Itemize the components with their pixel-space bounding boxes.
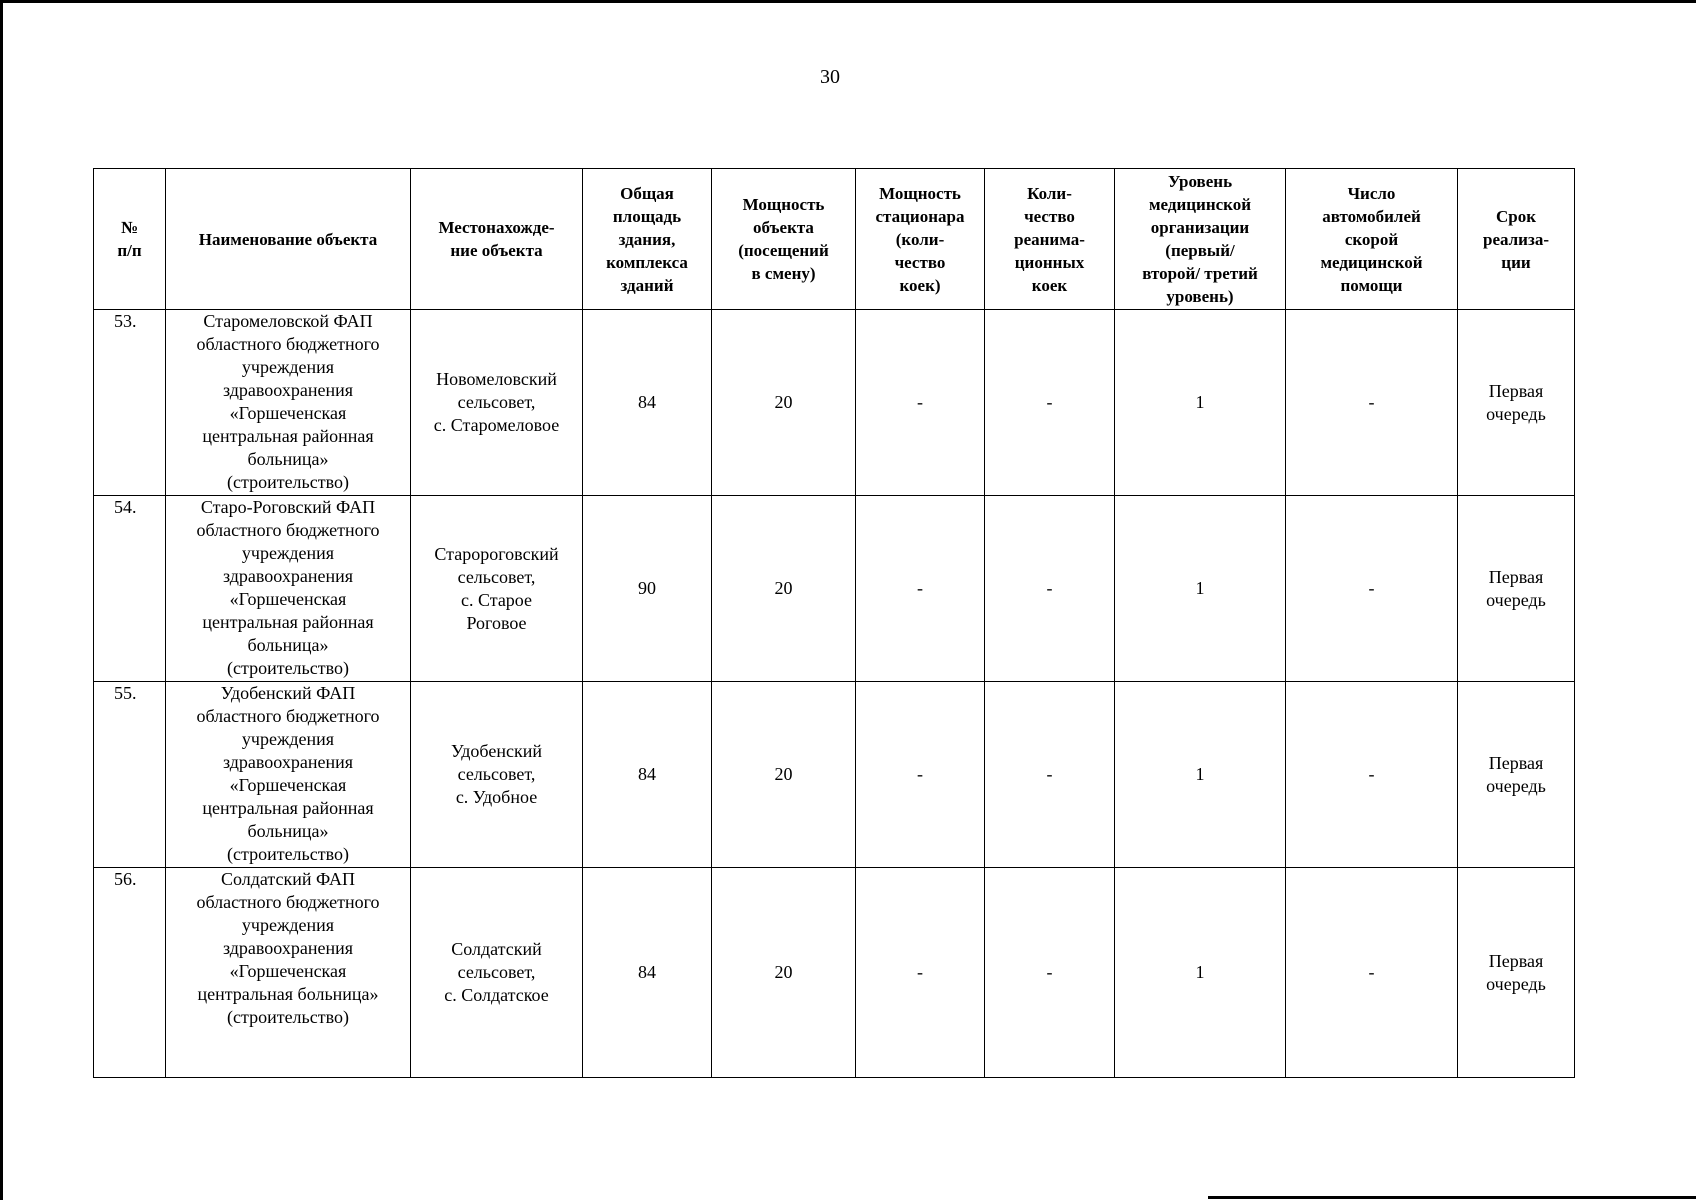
- cell-name-line: «Горшеченская: [229, 961, 347, 981]
- cell-name-line: «Горшеченская: [229, 775, 347, 795]
- cell-name-line: (строительство): [227, 844, 349, 864]
- cell-capacity: 20: [712, 868, 856, 1078]
- cell-term-line: Первая: [1488, 380, 1544, 401]
- header-line: ние объекта: [450, 241, 543, 260]
- cell-ambulances: -: [1286, 682, 1458, 868]
- header-line: скорой: [1344, 229, 1399, 249]
- cell-term-line: очередь: [1486, 775, 1546, 796]
- cell-name-line: учреждения: [241, 357, 335, 377]
- table-row: [94, 868, 1575, 1078]
- cell-location-line: с. Удобное: [455, 787, 538, 807]
- table-row: [94, 496, 1575, 682]
- cell-name-line: учреждения: [241, 543, 335, 563]
- col-header-ambulances: [1286, 169, 1458, 310]
- header-line: ции: [1501, 252, 1531, 272]
- header-line: помощи: [1340, 275, 1403, 295]
- cell-number: 56.: [94, 868, 166, 1078]
- cell-beds: -: [856, 310, 985, 496]
- cell-name-line: Старо-Роговский ФАП: [200, 497, 376, 517]
- cell-name-line: центральная больница»: [197, 984, 379, 1004]
- cell-level: 1: [1115, 868, 1286, 1078]
- header-line: зданий: [620, 275, 674, 295]
- cell-location-line: сельсовет,: [457, 764, 536, 784]
- header-line: Общая: [620, 183, 674, 203]
- cell-name-line: областного бюджетного: [196, 520, 380, 540]
- cell-name-line: Старомеловской ФАП: [203, 311, 373, 331]
- header-line: второй/ третий: [1142, 264, 1258, 283]
- header-line: (первый/: [1165, 241, 1235, 260]
- table-row: [94, 682, 1575, 868]
- header-line: медицинской: [1148, 195, 1252, 214]
- scan-edge-left: [0, 0, 3, 1200]
- header-line: №: [120, 218, 139, 237]
- cell-level: 1: [1115, 682, 1286, 868]
- cell-level: 1: [1115, 496, 1286, 682]
- header-line: здания,: [618, 229, 676, 249]
- cell-beds: -: [856, 868, 985, 1078]
- cell-area: 84: [583, 310, 712, 496]
- col-header-icu-beds: [985, 169, 1115, 310]
- col-header-beds: [856, 169, 985, 310]
- header-line: реализа-: [1483, 229, 1549, 249]
- header-line: организации: [1150, 218, 1250, 237]
- cell-location-line: Старороговский: [434, 543, 559, 564]
- header-line: площадь: [612, 206, 682, 226]
- cell-name-line: центральная районная: [202, 612, 374, 632]
- header-line: автомобилей: [1322, 206, 1421, 226]
- cell-name-line: учреждения: [241, 729, 335, 749]
- cell-name: [166, 310, 411, 496]
- header-line: объекта: [753, 218, 814, 237]
- cell-term-line: Первая: [1488, 752, 1544, 773]
- cell-level: 1: [1115, 310, 1286, 496]
- cell-name-line: здравоохранения: [222, 752, 354, 772]
- cell-name-line: центральная районная: [202, 426, 374, 446]
- cell-capacity: 20: [712, 310, 856, 496]
- cell-ambulances: -: [1286, 496, 1458, 682]
- cell-capacity: 20: [712, 496, 856, 682]
- cell-location-line: сельсовет,: [457, 962, 536, 982]
- cell-name-line: (строительство): [227, 472, 349, 492]
- cell-location-line: с. Солдатское: [444, 985, 549, 1005]
- cell-icu-beds: -: [985, 496, 1115, 682]
- page-number: 30: [820, 66, 840, 88]
- cell-ambulances: -: [1286, 310, 1458, 496]
- header-line: медицинской: [1320, 252, 1423, 272]
- header-line: Наименование объекта: [198, 229, 378, 249]
- cell-location-line: Новомеловский: [436, 369, 557, 389]
- scan-edge-bottom: [1208, 1196, 1696, 1199]
- cell-beds: -: [856, 496, 985, 682]
- cell-area: 84: [583, 868, 712, 1078]
- cell-term-line: очередь: [1486, 589, 1546, 610]
- cell-name: [166, 682, 411, 868]
- col-header-level: [1115, 169, 1286, 310]
- cell-icu-beds: -: [985, 310, 1115, 496]
- cell-location-line: Роговое: [466, 612, 527, 633]
- header-line: в смену): [751, 264, 816, 283]
- cell-name-line: (строительство): [227, 658, 349, 678]
- header-line: реанима-: [1014, 229, 1085, 249]
- cell-name-line: «Горшеченская: [229, 589, 347, 609]
- header-line: Мощность: [879, 183, 961, 203]
- header-line: (коли-: [895, 229, 945, 249]
- cell-icu-beds: -: [985, 682, 1115, 868]
- cell-location-line: с. Старое: [460, 589, 533, 610]
- cell-name-line: больница»: [247, 821, 329, 841]
- cell-name-line: больница»: [247, 449, 329, 469]
- header-line: чество: [894, 252, 946, 272]
- header-line: Число: [1347, 183, 1396, 203]
- header-line: Местонахожде-: [438, 218, 555, 237]
- header-line: п/п: [117, 241, 142, 260]
- table-row: [94, 310, 1575, 496]
- cell-name-line: здравоохранения: [222, 380, 354, 400]
- cell-name: [166, 496, 411, 682]
- cell-location-line: сельсовет,: [457, 392, 536, 412]
- cell-name-line: центральная районная: [202, 798, 374, 818]
- col-header-term: [1458, 169, 1575, 310]
- cell-location: [411, 310, 583, 496]
- cell-location-line: Солдатский: [451, 939, 542, 959]
- cell-number: 53.: [94, 310, 166, 496]
- cell-term-line: Первая: [1488, 950, 1544, 971]
- table-header-row: [94, 169, 1575, 310]
- header-line: коек): [899, 275, 941, 295]
- cell-term: [1458, 496, 1575, 682]
- cell-name-line: (строительство): [227, 1007, 349, 1027]
- cell-term-line: очередь: [1486, 973, 1546, 994]
- cell-icu-beds: -: [985, 868, 1115, 1078]
- cell-name-line: Удобенский ФАП: [220, 683, 356, 703]
- table-body: [94, 310, 1575, 1078]
- cell-name-line: больница»: [247, 635, 329, 655]
- header-line: ционных: [1014, 252, 1085, 272]
- header-line: Коли-: [1027, 183, 1072, 203]
- cell-location: [411, 496, 583, 682]
- cell-capacity: 20: [712, 682, 856, 868]
- header-line: коек: [1031, 275, 1068, 295]
- cell-number: 54.: [94, 496, 166, 682]
- header-line: Уровень: [1167, 172, 1233, 191]
- cell-location-line: Удобенский: [451, 741, 542, 761]
- header-line: чество: [1024, 206, 1075, 226]
- header-line: Срок: [1495, 206, 1537, 226]
- cell-name-line: областного бюджетного: [196, 892, 380, 912]
- facilities-table: [93, 168, 1575, 1078]
- cell-location-line: сельсовет,: [457, 566, 536, 587]
- cell-name-line: здравоохранения: [222, 938, 354, 958]
- header-line: комплекса: [606, 252, 688, 272]
- header-line: Мощность: [742, 195, 825, 214]
- scan-edge-top: [0, 0, 1696, 3]
- cell-area: 90: [583, 496, 712, 682]
- cell-term-line: Первая: [1488, 566, 1544, 587]
- col-header-location: [411, 169, 583, 310]
- cell-ambulances: -: [1286, 868, 1458, 1078]
- col-header-number: [94, 169, 166, 310]
- col-header-capacity: [712, 169, 856, 310]
- cell-term-line: очередь: [1486, 403, 1546, 424]
- header-line: стационара: [875, 206, 965, 226]
- cell-name-line: Солдатский ФАП: [220, 869, 356, 889]
- cell-number: 55.: [94, 682, 166, 868]
- cell-location: [411, 682, 583, 868]
- cell-name: [166, 868, 411, 1078]
- cell-beds: -: [856, 682, 985, 868]
- cell-location-line: с. Старомеловое: [433, 415, 560, 435]
- cell-term: [1458, 310, 1575, 496]
- col-header-name: [166, 169, 411, 310]
- cell-name-line: областного бюджетного: [196, 706, 380, 726]
- cell-area: 84: [583, 682, 712, 868]
- cell-term: [1458, 868, 1575, 1078]
- cell-name-line: «Горшеченская: [229, 403, 347, 423]
- header-line: (посещений: [738, 241, 829, 260]
- cell-term: [1458, 682, 1575, 868]
- cell-location: [411, 868, 583, 1078]
- cell-name-line: учреждения: [241, 915, 335, 935]
- cell-name-line: областного бюджетного: [196, 334, 380, 354]
- cell-name-line: здравоохранения: [222, 566, 354, 586]
- col-header-area: [583, 169, 712, 310]
- header-line: уровень): [1166, 287, 1234, 306]
